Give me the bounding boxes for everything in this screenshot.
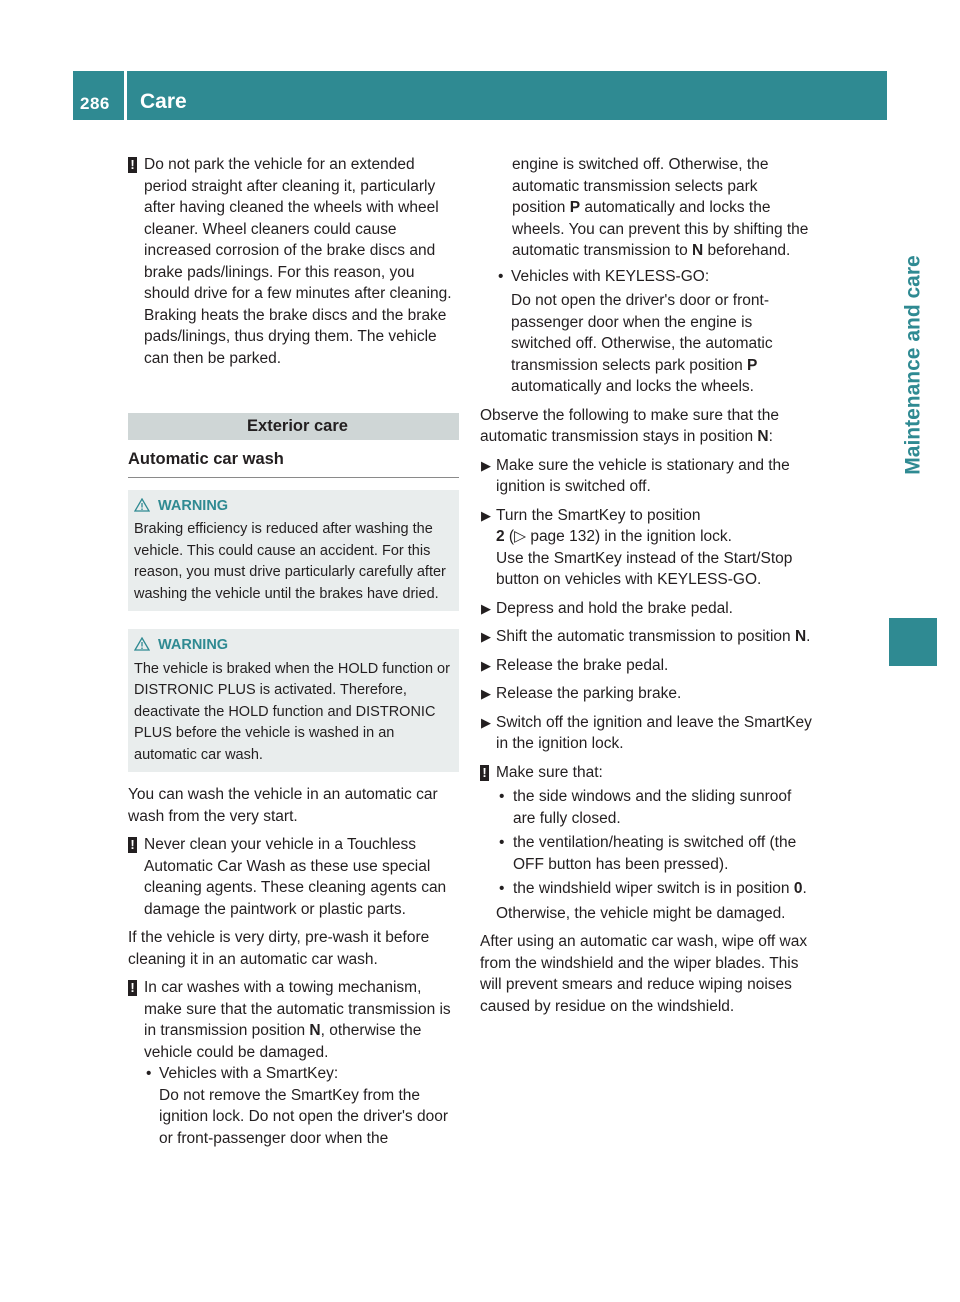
list-item-ventilation: • the ventilation/heating is switched off (the OFF button has been pressed).	[499, 834, 797, 873]
otherwise-text: Otherwise, the vehicle might be damaged.	[496, 904, 786, 922]
warning-box-hold	[128, 629, 459, 772]
arrow-icon: ▶	[481, 657, 491, 673]
arrow-icon: ▶	[481, 714, 491, 730]
continued-text: engine is switched off. Otherwise, the automatic transmission selects park position P automatically and locks the wheels. You can prevent this by shifting the automatic transmission to N beforehand.	[512, 156, 809, 259]
warning-triangle-icon	[134, 637, 150, 651]
bullet-icon: •	[499, 834, 505, 851]
bullet-icon: •	[146, 1065, 152, 1082]
step-brake-pedal: ▶ Depress and hold the brake pedal.	[480, 598, 813, 620]
note-touchless	[128, 834, 459, 920]
warning-text: The vehicle is braked when the HOLD function or DISTRONIC PLUS is activated. Therefore, deactivate the HOLD function and DISTRONIC PLUS before the vehicle is washed in an automatic car wash.	[134, 660, 450, 763]
list-item-wiper: • the windshield wiper switch is in position 0.	[496, 878, 813, 900]
exclamation-icon: !	[128, 837, 137, 853]
note-touchless-text: Never clean your vehicle in a Touchless Automatic Car Wash as these use special cleaning agents. These cleaning agents can damage the paintwork or plastic parts.	[144, 836, 447, 918]
arrow-icon: ▶	[481, 507, 491, 523]
arrow-icon: ▶	[481, 600, 491, 616]
heading-exterior-care: Exterior care	[128, 413, 459, 440]
step-release-parking-brake: ▶ Release the parking brake.	[480, 683, 813, 705]
bullet-icon: •	[499, 880, 505, 897]
paragraph-after-wash: After using an automatic car wash, wipe off wax from the windshield and the wiper blades. This will prevent smears and reduce wiping noises caused by residue on the windshield.	[480, 933, 808, 1015]
note-make-sure	[480, 762, 813, 925]
header-bar	[73, 71, 887, 120]
smartkey-text: Do not remove the SmartKey from the ignition lock. Do not open the driver's door or front-passenger door when the	[159, 1086, 449, 1147]
warning-title: WARNING	[158, 497, 229, 514]
step-switch-off-ignition: ▶ Switch off the ignition and leave the SmartKey in the ignition lock.	[481, 713, 812, 752]
note-parking	[128, 154, 459, 369]
exclamation-icon: !	[128, 980, 137, 996]
page-number: 286	[80, 94, 110, 113]
note-parking-text: Do not park the vehicle for an extended period straight after cleaning it, particularly after having cleaned the wheels with wheel cleaner. Wheel cleaners could cause increased corrosion of the brake discs and brake pads/linings. For this reason, you should drive for a few minutes after cleaning. Braking heats the brake discs and the brake pads/linings, thus drying them. The vehicle can then be parked.	[144, 156, 452, 367]
keyless-heading: Vehicles with KEYLESS-GO:	[511, 267, 710, 285]
note-towing: ! In car washes with a towing mechanism, make sure that the automatic transmission is in transmission position N, otherwise the vehicle could be damaged. • Vehicles with a SmartKey: Do not remove the SmartKey from the ignition lock. Do not open the driver's door or front-passenger door when the	[128, 977, 459, 1149]
paragraph-observe: Observe the following to make sure that the automatic transmission stays in position N:	[480, 406, 779, 445]
keyless-text: Do not open the driver's door or front-passenger door when the engine is switched off. Otherwise, the automatic transmission selects park position P automatically and locks the wheels.	[511, 292, 773, 395]
paragraph-pre-wash: If the vehicle is very dirty, pre-wash it before cleaning it in an automatic car wash.	[128, 929, 430, 968]
warning-title: WARNING	[158, 637, 229, 653]
smartkey-heading: Vehicles with a SmartKey:	[159, 1065, 339, 1082]
note-make-sure-heading: Make sure that:	[496, 763, 603, 781]
warning-header	[134, 496, 451, 518]
header-divider	[124, 71, 127, 120]
warning-box-braking	[128, 490, 459, 612]
warning-text: Braking efficiency is reduced after washing the vehicle. This could cause an accident. For this reason, you must drive particularly carefully after washing the vehicle until the brakes have dried.	[134, 521, 446, 602]
sidebar-section-label: Maintenance and care	[901, 255, 925, 475]
paragraph-wash-from-start: You can wash the vehicle in an automatic car wash from the very start.	[128, 786, 438, 825]
warning-triangle-icon	[134, 498, 150, 512]
step-release-brake: ▶ Release the brake pedal.	[480, 655, 813, 677]
step-shift-transmission: ▶ Shift the automatic transmission to position N.	[480, 626, 813, 648]
exclamation-icon: !	[480, 765, 489, 781]
exclamation-icon: !	[128, 157, 137, 173]
list-item-windows: • the side windows and the sliding sunroof are fully closed.	[499, 788, 792, 827]
heading-automatic-car-wash: Automatic car wash	[128, 449, 459, 478]
right-column	[480, 154, 813, 1024]
list-item-keyless	[480, 266, 813, 398]
bullet-icon: •	[499, 788, 505, 805]
step-stationary: ▶ Make sure the vehicle is stationary and the ignition is switched off.	[481, 456, 790, 495]
section-title: Care	[140, 90, 187, 113]
list-item-smartkey	[144, 1063, 459, 1149]
arrow-icon: ▶	[481, 629, 491, 644]
step-turn-smartkey: ▶ Turn the SmartKey to position 2 (▷ page 132) in the ignition lock. Use the SmartKey instead of the Start/Stop button on vehicles with KEYLESS-GO.	[481, 506, 793, 588]
sidebar-tab-marker	[889, 618, 937, 666]
left-column	[128, 154, 459, 1156]
position-n: N	[309, 1022, 321, 1039]
bullet-icon: •	[498, 267, 504, 285]
arrow-icon: ▶	[481, 686, 491, 701]
arrow-icon: ▶	[481, 457, 491, 473]
warning-header	[134, 635, 451, 657]
